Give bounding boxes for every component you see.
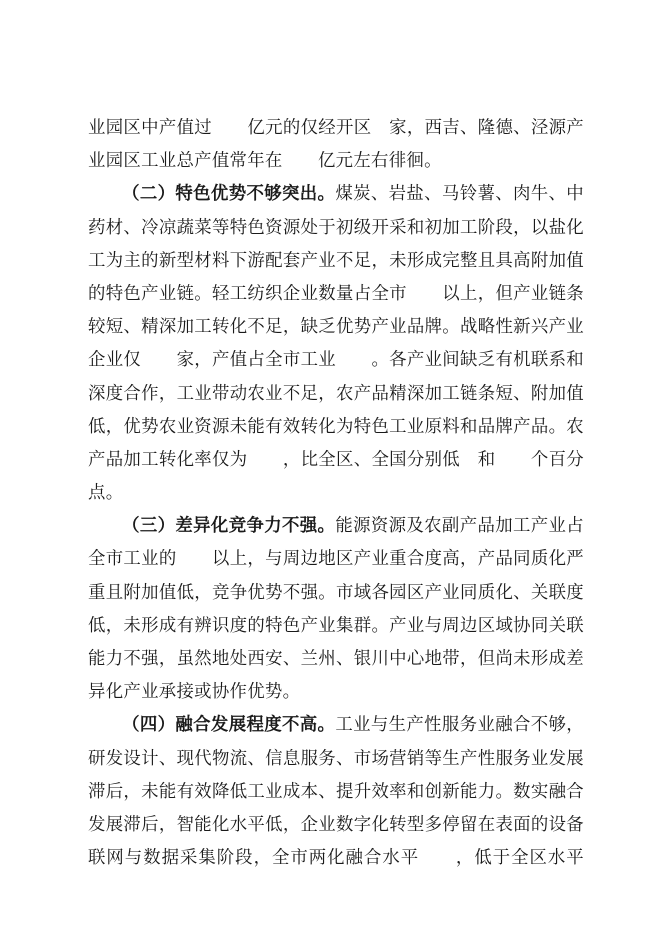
text-line: 低，优势农业资源未能有效转化为特色工业原料和品牌产品。农 bbox=[88, 416, 584, 437]
text-line: 较短、精深加工转化不足，缺乏优势产业品牌。战略性新兴产业 bbox=[88, 317, 584, 338]
text-line: 异化产业承接或协作优势。 bbox=[88, 682, 301, 703]
text-line: 深度合作，工业带动农业不足，农产品精深加工链条短、附加值 bbox=[88, 383, 584, 404]
intro-paragraph bbox=[88, 112, 584, 178]
text-line: 业园区工业总产值常年在 亿元左右徘徊。 bbox=[88, 151, 442, 172]
text-line: 业园区中产值过 亿元的仅经开区 家，西吉、隆德、泾源产 bbox=[88, 118, 584, 138]
text-line bbox=[88, 178, 584, 211]
text-run: 煤炭、岩盐、马铃薯、肉牛、中 bbox=[335, 184, 584, 205]
text-line: 的特色产业链。轻工纺织企业数量占全市 以上，但产业链条 bbox=[88, 283, 584, 304]
text-line: 滞后，未能有效降低工业成本、提升效率和创新能力。数实融合 bbox=[88, 781, 584, 802]
text-line bbox=[88, 510, 584, 543]
section-2-paragraph bbox=[88, 178, 584, 510]
section-4-paragraph bbox=[88, 709, 584, 875]
text-line: 产品加工转化率仅为 ，比全区、全国分别低 和 个百分 bbox=[88, 449, 584, 470]
text-line: 重且附加值低，竞争优势不强。市域各园区产业同质化、关联度 bbox=[88, 582, 584, 603]
text-line: 低，未形成有辨识度的特色产业集群。产业与周边区域协同关联 bbox=[88, 615, 584, 636]
section-3-paragraph bbox=[88, 510, 584, 709]
text-line bbox=[88, 709, 584, 742]
text-line: 工为主的新型材料下游配套产业不足，未形成完整且具高附加值 bbox=[88, 250, 584, 271]
text-line: 能力不强，虽然地处西安、兰州、银川中心地带，但尚未形成差 bbox=[88, 649, 584, 669]
text-run: 能源资源及农副产品加工产业占 bbox=[335, 516, 584, 537]
text-line: 点。 bbox=[88, 483, 124, 504]
section-3-heading: （三）差异化竞争力不强。 bbox=[122, 516, 336, 537]
text-line: 药材、冷凉蔬菜等特色资源处于初级开采和初加工阶段，以盐化 bbox=[88, 217, 584, 238]
document-page bbox=[88, 112, 584, 875]
text-line: 全市工业的 以上，与周边地区产业重合度高，产品同质化严 bbox=[88, 549, 584, 570]
text-line: 研发设计、现代物流、信息服务、市场营销等生产性服务业发展 bbox=[88, 748, 584, 769]
section-2-heading: （二）特色优势不够突出。 bbox=[122, 184, 336, 205]
text-line: 企业仅 家，产值占全市工业 。各产业间缺乏有机联系和 bbox=[88, 350, 584, 371]
text-line: 发展滞后，智能化水平低，企业数字化转型多停留在表面的设备 bbox=[88, 814, 584, 835]
text-line: 联网与数据采集阶段，全市两化融合水平 ，低于全区水平 bbox=[88, 848, 584, 869]
section-4-heading: （四）融合发展程度不高。 bbox=[122, 715, 336, 736]
text-run: 工业与生产性服务业融合不够， bbox=[335, 715, 584, 736]
